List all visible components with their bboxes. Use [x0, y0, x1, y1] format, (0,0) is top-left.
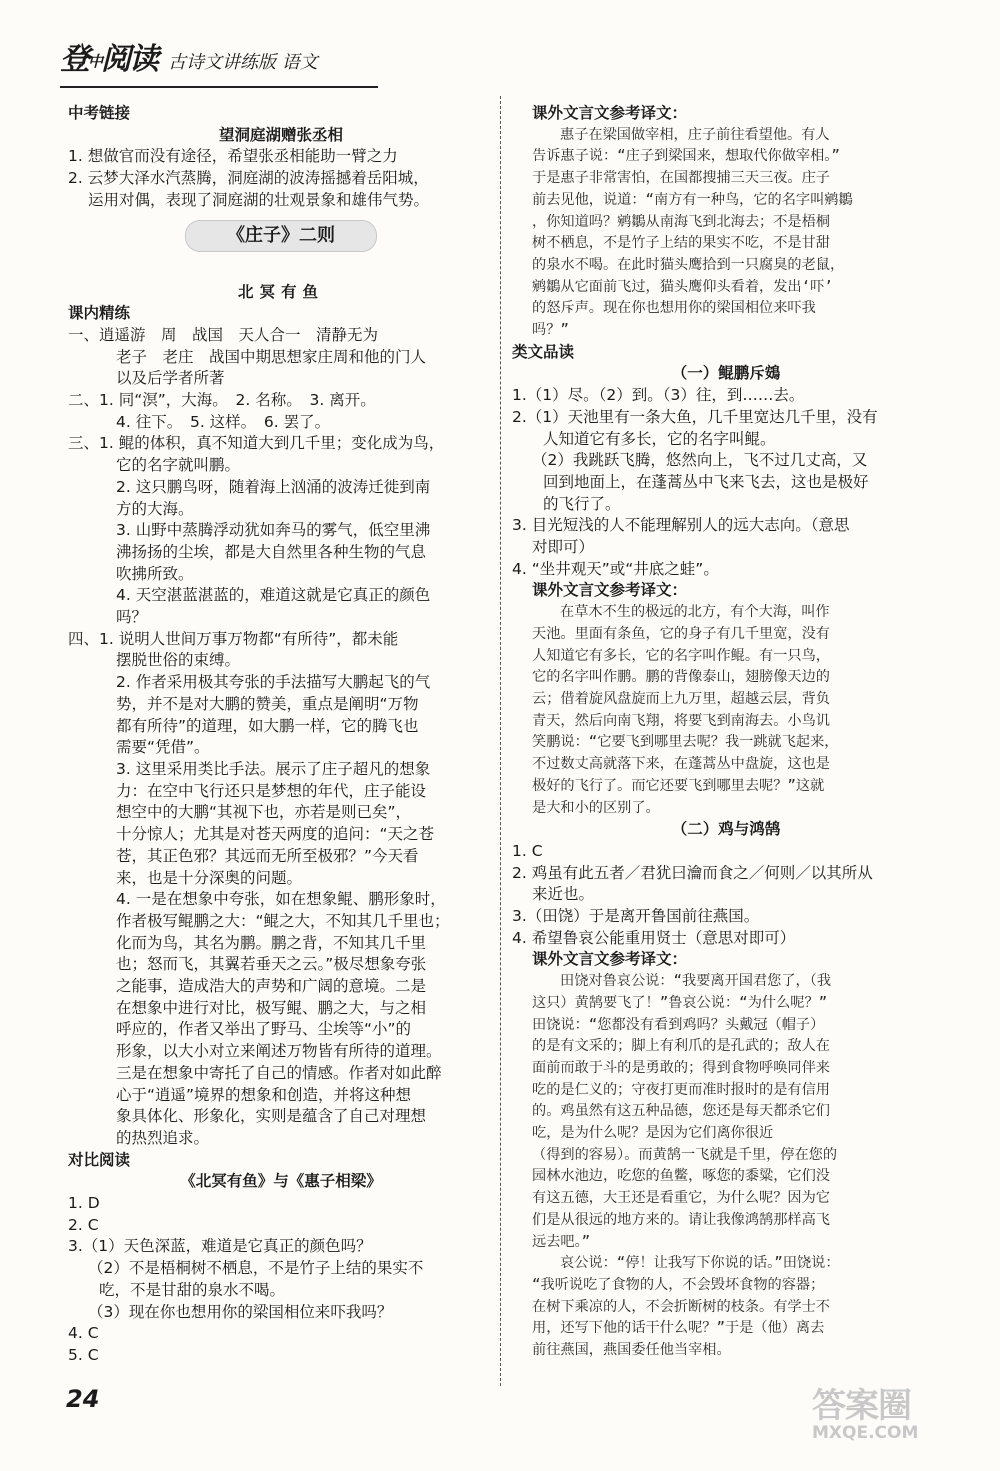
translation-line: 吃的是仁义的；守夜打更而准时报时的是有信用 — [532, 1081, 830, 1098]
translation-line: 它的名字叫作鹏。鹏的背像泰山，翅膀像天边的 — [532, 669, 830, 686]
translation-line: 远去吧。” — [532, 1233, 591, 1250]
answer-line: 5. C — [68, 1345, 99, 1364]
answer-line: 4. 希望鲁哀公能重用贤士（意思对即可） — [512, 928, 796, 947]
translation-line: 吃，是为什么呢？是因为它们离你很近 — [532, 1125, 774, 1142]
answer-line: 4. C — [68, 1324, 99, 1343]
answer-line: 需要“凭借”。 — [116, 738, 210, 757]
answer-line: 2.（1）天池里有一条大鱼，几千里宽达几千里，没有 — [512, 407, 878, 426]
translation-line: 惠子在梁国做宰相，庄子前往看望他。有人 — [560, 126, 830, 143]
translation-line: 云；借着旋风盘旋而上九万里，超越云层，背负 — [532, 690, 830, 707]
answer-line: 2. 鸡虽有此五者／君犹曰瀹而食之／何则／以其所从 — [512, 863, 873, 882]
translation-line: 面前而敢于斗的是勇敢的；得到食物呼唤同伴来 — [532, 1059, 830, 1076]
answer-line: 苍，其正色邪？其远而无所至极邪？”今天看 — [116, 846, 419, 865]
translation-line: 的怒斥声。现在你也想用你的梁国相位来吓我 — [532, 300, 816, 317]
translation-line: 笑鹏说：“它要飞到哪里去呢？我一跳就飞起来， — [532, 734, 839, 751]
translation-line: 不过数丈高就落下来，在蓬蒿丛中盘旋，这也是 — [532, 756, 830, 773]
answer-line: 的热烈追求。 — [116, 1128, 210, 1147]
answer-line: 四、1. 说明人世间万事万物都“有所待”，都未能 — [68, 629, 399, 648]
page-header — [60, 34, 378, 84]
section-title: 课内精练 — [68, 304, 131, 323]
right-column — [512, 103, 940, 1362]
poem-title: 望洞庭湖赠张丞相 — [218, 125, 343, 144]
translation-line: “我听说吃了食物的人，不会毁坏食物的容器； — [532, 1276, 825, 1293]
answer-line: 吗？ — [116, 608, 148, 627]
translation-line: ，你知道吗？鹓鶵从南海飞到北海去；不是梧桐 — [532, 213, 830, 230]
answer-line: 4. “坐井观天”或“井底之蛙”。 — [512, 559, 719, 578]
translation-line: 青天，然后向南飞翔，将要飞到南海去。小鸟讥 — [532, 712, 830, 729]
answer-line: 它的名字就叫鹏。 — [116, 456, 241, 475]
watermark-url: MXQE.COM — [812, 1423, 919, 1443]
answer-line: 4. 天空湛蓝湛蓝的，难道这就是它真正的颜色 — [116, 586, 431, 605]
site-watermark — [812, 1378, 980, 1454]
answer-line: 运用对偶，表现了洞庭湖的壮观景象和雄伟气势。 — [88, 190, 430, 209]
answer-line: 十分惊人；尤其是对苍天两度的追问：“天之苍 — [116, 825, 435, 844]
answer-line: 心于“逍遥”境界的想象和创造，并将这种想 — [116, 1085, 412, 1104]
answer-line: 三、1. 鲲的体积，真不知道大到几千里；变化成为鸟， — [68, 434, 445, 453]
answer-line: 呼应的，作者又举出了野马、尘埃等“小”的 — [116, 1020, 412, 1039]
translation-line: 人知道它有多长，它的名字叫作鲲。有一只鸟， — [532, 647, 830, 664]
answer-line: 1. 想做官而没有途径，希望张丞相能助一臂之力 — [68, 147, 398, 166]
answer-line: 沸扬扬的尘埃，都是大自然里各种生物的气息 — [116, 542, 427, 561]
answer-line: 力：在空中飞行还只是梦想的年代，庄子能设 — [116, 781, 427, 800]
reading-title: （二）鸡与鸿鹄 — [671, 820, 781, 839]
answer-line: （2）我跳跃飞腾，悠然向上，飞不过几丈高，又 — [532, 451, 868, 470]
answer-line: 作者极写鲲鹏之大：“鲲之大，不知其几千里也； — [116, 911, 450, 930]
answer-line: 1. D — [68, 1194, 100, 1213]
translation-line: 们是从很远的地方来的。请让我像鸿鹄那样高飞 — [532, 1211, 830, 1228]
answer-line: 老子 老庄 战国中期思想家庄周和他的门人 — [116, 347, 427, 366]
chapter-banner: 《庄子》二则 — [185, 220, 377, 252]
column-divider — [500, 96, 501, 1386]
answer-line: 之能事，造成浩大的声势和广阔的意境。二是 — [116, 977, 427, 996]
answer-line: 吃，不是甘甜的泉水不喝。 — [99, 1280, 286, 1299]
section-title: 对比阅读 — [68, 1150, 131, 1169]
section-title: 中考链接 — [68, 104, 131, 122]
translation-line: 鹓鶵从它面前飞过，猫头鹰仰头看着，发出‘吓’ — [532, 278, 833, 295]
answer-line: 来，也是十分深奥的问题。 — [116, 868, 303, 887]
answer-line: 2. 云梦大泽水汽蒸腾，洞庭湖的波涛摇撼着岳阳城， — [68, 169, 429, 188]
translation-line: 在树下乘凉的人，不会折断树的枝条。有学士不 — [532, 1298, 830, 1315]
page-number: 24 — [66, 1385, 100, 1413]
translation-line: 前去见他，说道：“南方有一种鸟，它的名字叫鹓鶵 — [532, 191, 853, 208]
answer-line: 对即可） — [532, 538, 595, 557]
answer-line: 1. C — [512, 841, 543, 860]
answer-line: 形象，以大小对立来阐述万物皆有所待的道理。 — [116, 1042, 442, 1061]
translation-line: 告诉惠子说：“庄子到梁国来，想取代你做宰相。” — [532, 148, 840, 165]
answer-line: 化而为鸟，其名为鹏。鹏之背，不知其几千里 — [116, 933, 427, 952]
answer-line: 4. 一是在想象中夸张，如在想象鲲、鹏形象时， — [116, 890, 446, 909]
answer-line: （2）不是梧桐树不栖息，不是竹子上结的果实不 — [88, 1259, 424, 1278]
comparison-title: 《北冥有鱼》与《惠子相梁》 — [180, 1172, 382, 1191]
section-title: 类文品读 — [512, 342, 575, 361]
translation-line: 于是惠子非常害怕，在国都搜捕三天三夜。庄子 — [532, 170, 830, 187]
translation-line: 天池。里面有条鱼，它的身子有几千里宽，没有 — [532, 625, 830, 642]
translation-title: 课外文言文参考译文： — [532, 104, 688, 122]
answer-line: 势，并不是对大鹏的赞美，重点是阐明“万物 — [116, 694, 419, 713]
answer-line: 3.（1）天色深蓝，难道是它真正的颜色吗？ — [68, 1237, 372, 1256]
translation-line: 极好的飞行了。而它还要飞到哪里去呢？”这就 — [532, 777, 825, 794]
translation-line: （得到的容易）。而黄鹄一飞就是千里，停在您的 — [532, 1146, 838, 1163]
answer-line: 1.（1）尽。（2）到。（3）往，到……去。 — [512, 386, 805, 405]
lesson-title: 北冥有鱼 — [237, 282, 324, 301]
answer-line: 都有所待”的道理，如大鹏一样，它的腾飞也 — [116, 716, 419, 735]
translation-line: 前往燕国，燕国委任他当宰相。 — [532, 1342, 731, 1359]
answer-line: 也；怒而飞，其翼若垂天之云。”极尽想象夸张 — [116, 955, 427, 974]
reading-title: （一）鲲鹏斥鴳 — [671, 364, 781, 383]
answer-line: 象具体化、形象化，实则是蕴含了自己对理想 — [116, 1107, 427, 1126]
translation-line: 的是有文采的；脚上有利爪的是孔武的；敌人在 — [532, 1038, 830, 1055]
series-logo: 登中阅读 — [60, 42, 158, 77]
book-subtitle: 古诗文讲练版 语文 — [168, 52, 318, 73]
translation-line: 这只）黄鹄要飞了！”鲁哀公说：“为什么呢？” — [532, 994, 828, 1011]
answer-line: 2. 这只鹏鸟呀，随着海上汹涌的波涛迁徙到南 — [116, 477, 431, 496]
answer-line: 来近也。 — [532, 885, 595, 904]
translation-line: 田饶对鲁哀公说：“我要离开国君您了，（我 — [560, 973, 832, 990]
answer-line: 方的大海。 — [116, 499, 194, 518]
answer-line: 三是在想象中寄托了自己的情感。作者对如此醉 — [116, 1063, 442, 1082]
translation-line: 有这五德，大王还是看重它，为什么呢？因为它 — [532, 1190, 830, 1207]
answer-line: 3. 山野中蒸腾浮动犹如奔马的雾气，低空里沸 — [116, 521, 431, 540]
translation-line: 用，还写下他的话干什么呢？”于是（他）离去 — [532, 1320, 825, 1337]
answer-line: 人知道它有多长，它的名字叫鲲。 — [543, 429, 776, 448]
header-rule — [60, 86, 378, 88]
answer-line: （3）现在你也想用你的梁国相位来吓我吗？ — [88, 1302, 393, 1321]
translation-title: 课外文言文参考译文： — [532, 581, 688, 600]
answer-line: 想空中的大鹏“其视下也，亦若是则已矣”， — [116, 803, 412, 822]
answer-line: 摆脱世俗的束缚。 — [116, 651, 241, 670]
translation-line: 树不栖息，不是竹子上结的果实不吃，不是甘甜 — [532, 235, 830, 252]
answer-line: 2. 作者采用极其夸张的手法描写大鹏起飞的气 — [116, 673, 431, 692]
answer-line: 的飞行了。 — [543, 494, 621, 513]
answer-line: 4. 往下。 5. 这样。 6. 罢了。 — [116, 412, 331, 431]
answer-line: 以及后学者所著 — [116, 369, 225, 388]
left-column — [68, 103, 494, 1367]
answer-line: 在想象中进行对比，极写鲲、鹏之大，与之相 — [116, 998, 427, 1017]
answer-line: 二、1. 同“溟”，大海。 2. 名称。 3. 离开。 — [68, 391, 376, 410]
answer-line: 回到地面上，在蓬蒿丛中飞来飞去，这也是极好 — [543, 472, 869, 491]
translation-line: 吗？” — [532, 322, 569, 339]
translation-line: 园林水池边，吃您的鱼鳖，啄您的黍粱，它们没 — [532, 1168, 830, 1185]
answer-line: 2. C — [68, 1215, 99, 1234]
translation-line: 的泉水不喝。在此时猫头鹰拾到一只腐臭的老鼠， — [532, 256, 845, 273]
answer-line: 一、逍遥游 周 战国 天人合一 清静无为 — [68, 325, 379, 344]
answer-line: 吹拂所致。 — [116, 564, 194, 583]
answer-line: 3. 这里采用类比手法。展示了庄子超凡的想象 — [116, 759, 431, 778]
translation-line: 哀公说：“停！让我写下你说的话。”田饶说： — [560, 1255, 840, 1272]
answer-line: 3. 目光短浅的人不能理解别人的远大志向。（意思 — [512, 516, 850, 535]
translation-line: 的。鸡虽然有这五种品德，您还是每天都杀它们 — [532, 1103, 830, 1120]
translation-title: 课外文言文参考译文： — [532, 950, 688, 969]
answer-line: 3.（田饶）于是离开鲁国前往燕国。 — [512, 907, 760, 926]
watermark-cn: 答案圈 — [812, 1386, 911, 1426]
translation-line: 在草木不生的极远的北方，有个大海，叫作 — [560, 604, 830, 621]
translation-line: 田饶说：“您都没有看到鸡吗？头戴冠（帽子） — [532, 1016, 825, 1033]
translation-line: 是大和小的区别了。 — [532, 799, 660, 816]
